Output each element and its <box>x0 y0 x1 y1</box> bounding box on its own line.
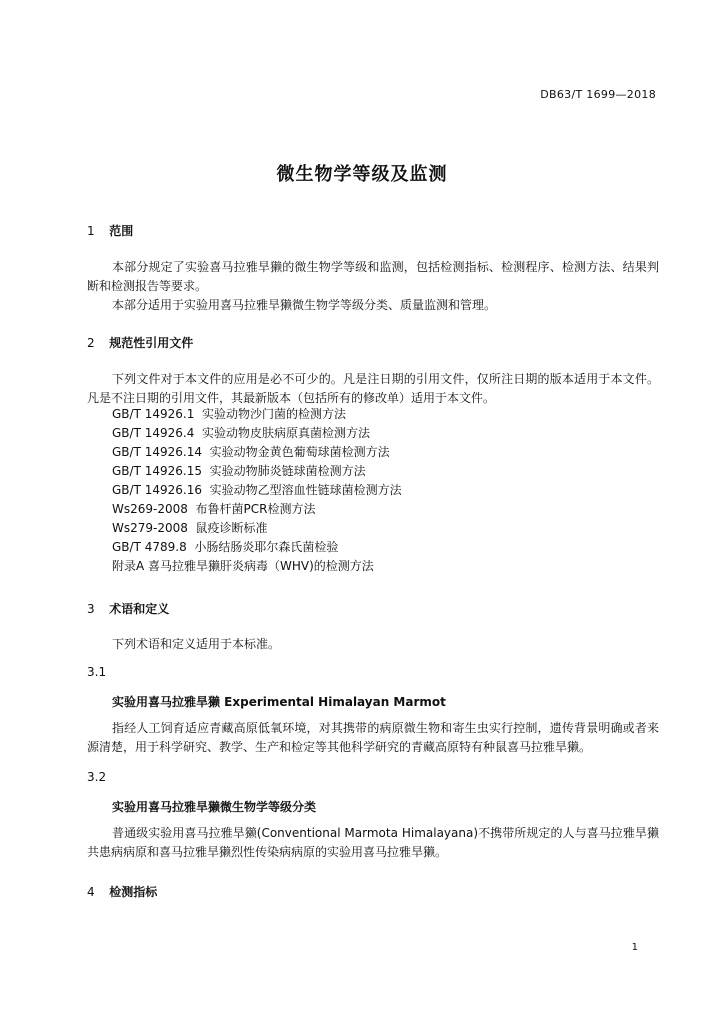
section-number: 4 <box>87 885 95 899</box>
reference-item: GB/T 14926.4 实验动物皮肤病原真菌检测方法 <box>112 426 370 440</box>
terms-intro: 下列术语和定义适用于本标准。 <box>112 637 281 651</box>
normative-references-intro: 下列文件对于本文件的应用是必不可少的。凡是注日期的引用文件，仅所注日期的版本适用于本文件。凡是不注日期的引用文件，其最新版本（包括所有的修改单）适用于本文件。 <box>87 372 659 405</box>
section-title: 术语和定义 <box>109 602 170 616</box>
reference-item: GB/T 14926.1 实验动物沙门菌的检测方法 <box>112 407 346 421</box>
subclause-number: 3.1 <box>87 665 107 679</box>
section-4-heading <box>87 883 157 900</box>
section-1-heading <box>87 222 133 239</box>
reference-item: GB/T 14926.16 实验动物乙型溶血性链球菌检测方法 <box>112 483 402 497</box>
section-2-heading <box>87 334 193 351</box>
section-title: 检测指标 <box>109 885 158 899</box>
term-definition: 普通级实验用喜马拉雅旱獭(Conventional Marmota Himalayana)不携带所规定的人与喜马拉雅旱獭共患病病原和喜马拉雅旱獭烈性传染病病原的实验用喜马拉雅旱獭。 <box>87 826 659 859</box>
section-title: 范围 <box>109 224 134 238</box>
reference-item: Ws269-2008 布鲁杆菌PCR检测方法 <box>112 502 316 516</box>
term-name: 实验用喜马拉雅旱獭 Experimental Himalayan Marmot <box>112 695 446 709</box>
reference-item: GB/T 14926.15 实验动物肺炎链球菌检测方法 <box>112 464 366 478</box>
reference-item: 附录A 喜马拉雅旱獭肝炎病毒（WHV)的检测方法 <box>112 559 374 573</box>
section-3-heading <box>87 600 169 617</box>
term-name: 实验用喜马拉雅旱獭微生物学等级分类 <box>112 800 317 814</box>
reference-item: GB/T 14926.14 实验动物金黄色葡萄球菌检测方法 <box>112 445 390 459</box>
section-number: 3 <box>87 602 95 616</box>
reference-list <box>112 405 402 576</box>
subclause-number: 3.2 <box>87 770 107 784</box>
scope-paragraph-1: 本部分规定了实验喜马拉雅旱獭的微生物学等级和监测，包括检测指标、检测程序、检测方法、结果判断和检测报告等要求。 <box>87 260 659 293</box>
section-number: 1 <box>87 224 95 238</box>
section-title: 规范性引用文件 <box>109 336 194 350</box>
scope-paragraph-2: 本部分适用于实验用喜马拉雅旱獭微生物学等级分类、质量监测和管理。 <box>112 298 497 312</box>
reference-item: Ws279-2008 鼠疫诊断标准 <box>112 521 268 535</box>
page-title: 微生物学等级及监测 <box>276 164 448 185</box>
reference-item: GB/T 4789.8 小肠结肠炎耶尔森氏菌检验 <box>112 540 339 554</box>
section-number: 2 <box>87 336 95 350</box>
term-definition: 指经人工饲育适应青藏高原低氧环境，对其携带的病原微生物和寄生虫实行控制，遗传背景明确或者来源清楚，用于科学研究、教学、生产和检定等其他科学研究的青藏高原特有种鼠喜马拉雅旱獭。 <box>87 721 659 754</box>
document-code: DB63/T 1699—2018 <box>540 88 656 101</box>
page-number: 1 <box>631 942 638 953</box>
